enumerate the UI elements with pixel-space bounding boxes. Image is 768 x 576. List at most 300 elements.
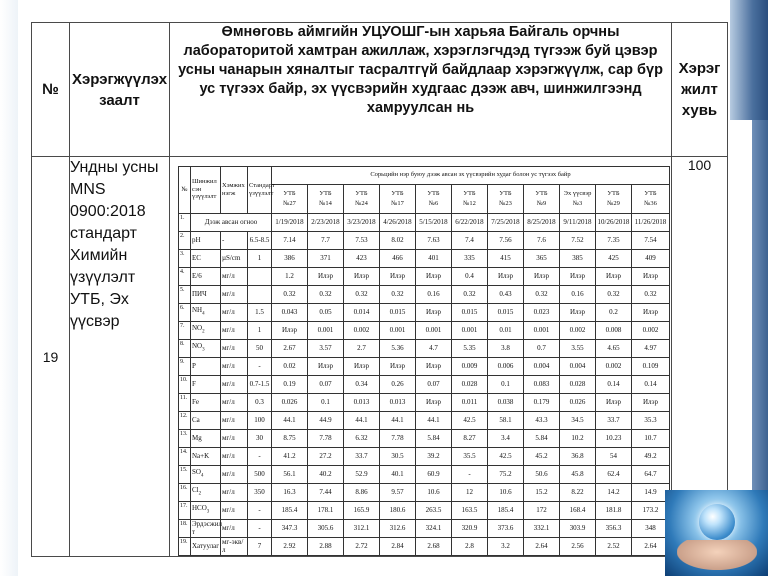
value-cell: 0.32	[344, 285, 380, 303]
row-index: 17.	[179, 501, 191, 519]
value-cell: 347.3	[272, 519, 308, 537]
measurement-row	[179, 267, 670, 285]
value-cell: 0.07	[416, 375, 452, 393]
value-cell: 10.6	[416, 483, 452, 501]
parameter-name	[191, 519, 221, 537]
value-cell: 52.9	[344, 465, 380, 483]
value-cell: 0.1	[308, 393, 344, 411]
value-cell: 0.006	[488, 357, 524, 375]
parameter-name	[191, 483, 221, 501]
parameter-name	[191, 231, 221, 249]
value-cell: 0.013	[344, 393, 380, 411]
value-cell: Илэр	[632, 393, 670, 411]
value-cell: Илэр	[380, 357, 416, 375]
inner-date-row	[179, 213, 670, 231]
standard-cell: -	[248, 501, 272, 519]
measurement-row	[179, 339, 670, 357]
value-cell: 0.028	[452, 375, 488, 393]
value-cell: 7.56	[488, 231, 524, 249]
site-code: №36	[644, 199, 657, 207]
row-index: 4.	[179, 267, 191, 285]
value-cell: 49.2	[632, 447, 670, 465]
value-cell: 40.2	[308, 465, 344, 483]
value-cell: 7.35	[596, 231, 632, 249]
row-index: 16.	[179, 483, 191, 501]
value-cell: 0.34	[344, 375, 380, 393]
value-cell: 4.97	[632, 339, 670, 357]
value-cell: 8.27	[452, 429, 488, 447]
hands-icon	[677, 540, 757, 570]
measurement-row	[179, 357, 670, 375]
value-cell: 0.002	[560, 321, 596, 339]
value-cell: 6.32	[344, 429, 380, 447]
value-cell: 0.004	[524, 357, 560, 375]
value-cell: 0.004	[560, 357, 596, 375]
site-header-9	[560, 184, 596, 213]
header-number: №	[32, 23, 70, 157]
unit-cell: мг/л	[221, 357, 248, 375]
value-cell: 27.2	[308, 447, 344, 465]
value-cell: 0.1	[488, 375, 524, 393]
value-cell: 43.3	[524, 411, 560, 429]
value-cell: 42.5	[452, 411, 488, 429]
value-cell: 0.015	[452, 303, 488, 321]
value-cell: 178.1	[308, 501, 344, 519]
value-cell: 7.54	[632, 231, 670, 249]
site-name: УТБ	[644, 190, 657, 197]
value-cell: 4.7	[416, 339, 452, 357]
site-header-stack	[417, 190, 450, 207]
value-cell: 33.7	[344, 447, 380, 465]
value-cell: 36.8	[560, 447, 596, 465]
site-name: УТБ	[535, 190, 548, 197]
row-measurements-cell	[170, 157, 672, 557]
row-standard-name: Ундны усны MNS 0900:2018 стандарт Химийн үзүүлэлт УТБ, Эх үүсвэр	[70, 157, 170, 557]
row-index: 6.	[179, 303, 191, 321]
value-cell: -	[452, 465, 488, 483]
row-index: 13.	[179, 429, 191, 447]
sample-date-2: 2/23/2018	[308, 213, 344, 231]
value-cell: 0.32	[452, 285, 488, 303]
value-cell: 62.4	[596, 465, 632, 483]
value-cell: 2.56	[560, 537, 596, 555]
row-index: 14.	[179, 447, 191, 465]
value-cell: 0.32	[632, 285, 670, 303]
unit-cell: мг/л	[221, 411, 248, 429]
value-cell: 0.16	[560, 285, 596, 303]
inner-sites-group-header: Сорьцийн нэр буюу дээж авсан эх үүсвэрийн худаг болон ус түгээх байр	[272, 166, 670, 184]
value-cell: 44.9	[308, 411, 344, 429]
value-cell: 7.4	[452, 231, 488, 249]
value-cell: 173.2	[632, 501, 670, 519]
parameter-name	[191, 411, 221, 429]
sample-date-6: 6/22/2018	[452, 213, 488, 231]
value-cell: 0.023	[524, 303, 560, 321]
measurement-row	[179, 321, 670, 339]
unit-cell: мг/л	[221, 375, 248, 393]
row-index: 18.	[179, 519, 191, 537]
value-cell: 2.84	[380, 537, 416, 555]
site-header-11	[632, 184, 670, 213]
value-cell: 42.5	[488, 447, 524, 465]
site-name: УТБ	[391, 190, 404, 197]
value-cell: 7.14	[272, 231, 308, 249]
site-code: №6	[428, 199, 439, 207]
value-cell: 0.001	[416, 321, 452, 339]
row-index: 5.	[179, 285, 191, 303]
standard-cell: 0.7-1.5	[248, 375, 272, 393]
standard-cell: -	[248, 519, 272, 537]
value-cell: 172	[524, 501, 560, 519]
value-cell: 0.028	[560, 375, 596, 393]
site-header-4	[380, 184, 416, 213]
unit-cell: мг/л	[221, 501, 248, 519]
earth-globe-icon	[699, 504, 735, 540]
value-cell: Илэр	[272, 321, 308, 339]
value-cell: 0.26	[380, 375, 416, 393]
value-cell: 0.109	[632, 357, 670, 375]
value-cell: Илэр	[524, 267, 560, 285]
inner-group-header-row	[179, 166, 670, 184]
site-code: №14	[319, 199, 332, 207]
value-cell: Илэр	[416, 357, 452, 375]
value-cell: Илэр	[416, 267, 452, 285]
inner-standard-header: Стандарт үзүүлэлт	[248, 166, 272, 213]
value-cell: Илэр	[344, 267, 380, 285]
header-implementation-clause: Хэрэгжүүлэх заалт	[70, 23, 170, 157]
sample-date-8: 8/25/2018	[524, 213, 560, 231]
report-header-row	[32, 23, 728, 157]
value-cell: 7.63	[416, 231, 452, 249]
value-cell: 5.84	[416, 429, 452, 447]
parameter-symbol: Ca	[192, 416, 200, 424]
water-quality-table	[178, 166, 670, 556]
value-cell: 40.1	[380, 465, 416, 483]
value-cell: 64.7	[632, 465, 670, 483]
value-cell: 1.2	[272, 267, 308, 285]
site-header-1	[272, 184, 308, 213]
value-cell: Илэр	[632, 267, 670, 285]
value-cell: 5.35	[452, 339, 488, 357]
row-completion-percent: 100	[672, 157, 728, 557]
sample-date-5: 5/15/2018	[416, 213, 452, 231]
value-cell: 14.9	[632, 483, 670, 501]
parameter-symbol: Cl	[192, 485, 199, 494]
value-cell: 0.4	[452, 267, 488, 285]
measurement-row	[179, 303, 670, 321]
unit-cell: -	[221, 231, 248, 249]
parameter-symbol: pH	[192, 236, 201, 244]
parameter-name	[191, 501, 221, 519]
value-cell: 2.64	[524, 537, 560, 555]
value-cell: 50.6	[524, 465, 560, 483]
value-cell: 0.011	[452, 393, 488, 411]
value-cell: 2.68	[416, 537, 452, 555]
value-cell: 0.32	[596, 285, 632, 303]
value-cell: 0.32	[308, 285, 344, 303]
value-cell: 44.1	[272, 411, 308, 429]
standard-cell: 30	[248, 429, 272, 447]
unit-cell: мг/л	[221, 429, 248, 447]
measurement-row	[179, 519, 670, 537]
value-cell: 8.02	[380, 231, 416, 249]
site-header-8	[524, 184, 560, 213]
value-cell: 409	[632, 249, 670, 267]
value-cell: Илэр	[488, 267, 524, 285]
value-cell: 0.026	[560, 393, 596, 411]
value-cell: Илэр	[560, 303, 596, 321]
row-index: 2.	[179, 231, 191, 249]
measurement-row	[179, 231, 670, 249]
value-cell: 185.4	[488, 501, 524, 519]
value-cell: 0.05	[308, 303, 344, 321]
value-cell: 2.88	[308, 537, 344, 555]
value-cell: 45.2	[524, 447, 560, 465]
site-name: УТБ	[283, 190, 296, 197]
value-cell: 2.52	[596, 537, 632, 555]
header-completion-percent: Хэрэг жилт хувь	[672, 23, 728, 157]
site-name: УТБ	[499, 190, 512, 197]
site-code: №12	[463, 199, 476, 207]
site-name: УТБ	[427, 190, 440, 197]
value-cell: 44.1	[380, 411, 416, 429]
value-cell: 7.44	[308, 483, 344, 501]
value-cell: 7.52	[560, 231, 596, 249]
value-cell: 2.8	[452, 537, 488, 555]
value-cell: 0.01	[488, 321, 524, 339]
parameter-name	[191, 339, 221, 357]
row-index: 11.	[179, 393, 191, 411]
value-cell: 2.7	[344, 339, 380, 357]
value-cell: 44.1	[416, 411, 452, 429]
header-activity-description: Өмнөговь аймгийн УЦУОШГ-ын харьяа Байгаль орчны лабораторитой хамтран ажиллаж, хэрэглэгчдэд түгээж буй цэвэр усны чанарын хяналтыг тасралтгүй байдлаар хэрэгжүүлж, сар бүр ус түгээх байр, эх үүсвэрийн худгаас дээж авч, шинжилгээнд хамруулсан нь	[170, 23, 672, 157]
sample-date-10: 10/26/2018	[596, 213, 632, 231]
value-cell: 41.2	[272, 447, 308, 465]
measurement-row	[179, 537, 670, 555]
value-cell: 0.008	[596, 321, 632, 339]
parameter-name	[191, 537, 221, 555]
value-cell: Илэр	[632, 303, 670, 321]
measurement-row	[179, 393, 670, 411]
parameter-name	[191, 321, 221, 339]
row-number: 19	[32, 157, 70, 557]
unit-cell: мг/л	[221, 393, 248, 411]
standard-cell	[248, 285, 272, 303]
site-header-stack	[453, 190, 486, 207]
value-cell: 7.78	[380, 429, 416, 447]
parameter-name	[191, 285, 221, 303]
site-code: №24	[355, 199, 368, 207]
value-cell: 0.07	[308, 375, 344, 393]
value-cell: 7.78	[308, 429, 344, 447]
measurement-row	[179, 249, 670, 267]
value-cell: 332.1	[524, 519, 560, 537]
standard-cell: 6.5-8.5	[248, 231, 272, 249]
site-header-stack	[309, 190, 342, 207]
measurement-row	[179, 429, 670, 447]
row-index: 7.	[179, 321, 191, 339]
unit-cell: мг/л	[221, 447, 248, 465]
unit-cell: мг/л	[221, 285, 248, 303]
unit-cell: µS/cm	[221, 249, 248, 267]
parameter-symbol: EC	[192, 254, 201, 262]
value-cell: 0.7	[524, 339, 560, 357]
value-cell: 3.8	[488, 339, 524, 357]
value-cell: 15.2	[524, 483, 560, 501]
value-cell: 60.9	[416, 465, 452, 483]
report-data-row	[32, 157, 728, 557]
parameter-symbol: NO	[192, 341, 203, 350]
value-cell: 0.038	[488, 393, 524, 411]
value-cell: 4.65	[596, 339, 632, 357]
site-code: №3	[572, 199, 583, 207]
value-cell: 0.014	[344, 303, 380, 321]
parameter-symbol: P	[192, 362, 196, 370]
row-index: 10.	[179, 375, 191, 393]
site-name: УТБ	[355, 190, 368, 197]
row-index: 15.	[179, 465, 191, 483]
value-cell: 7.7	[308, 231, 344, 249]
value-cell: 303.9	[560, 519, 596, 537]
value-cell: 425	[596, 249, 632, 267]
value-cell: 0.001	[308, 321, 344, 339]
value-cell: 5.84	[524, 429, 560, 447]
value-cell: 163.5	[452, 501, 488, 519]
value-cell: Илэр	[596, 393, 632, 411]
standard-cell: 350	[248, 483, 272, 501]
report-table	[31, 22, 728, 557]
value-cell: 365	[524, 249, 560, 267]
parameter-symbol: F	[192, 380, 196, 388]
value-cell: 58.1	[488, 411, 524, 429]
value-cell: 0.043	[272, 303, 308, 321]
value-cell: 320.9	[452, 519, 488, 537]
value-cell: 0.16	[416, 285, 452, 303]
parameter-subscript: 4	[202, 311, 205, 317]
parameter-name	[191, 303, 221, 321]
row-index: 12.	[179, 411, 191, 429]
inner-index-header: №	[179, 166, 191, 213]
value-cell: 0.14	[596, 375, 632, 393]
value-cell: Илэр	[416, 303, 452, 321]
value-cell: 0.32	[380, 285, 416, 303]
value-cell: 168.4	[560, 501, 596, 519]
value-cell: 373.6	[488, 519, 524, 537]
measurement-row	[179, 465, 670, 483]
value-cell: 2.72	[344, 537, 380, 555]
value-cell: 0.32	[524, 285, 560, 303]
value-cell: 33.7	[596, 411, 632, 429]
value-cell: Илэр	[308, 267, 344, 285]
value-cell: 0.14	[632, 375, 670, 393]
value-cell: 305.6	[308, 519, 344, 537]
value-cell: 0.2	[596, 303, 632, 321]
standard-cell: -	[248, 357, 272, 375]
parameter-subscript: 3	[202, 347, 205, 353]
sample-date-11: 11/26/2018	[632, 213, 670, 231]
value-cell: 10.2	[560, 429, 596, 447]
value-cell: 324.1	[416, 519, 452, 537]
parameter-symbol: Mg	[192, 434, 202, 442]
site-header-stack	[633, 190, 668, 207]
value-cell: Илэр	[596, 267, 632, 285]
value-cell: 12	[452, 483, 488, 501]
parameter-name	[191, 357, 221, 375]
site-header-stack	[381, 190, 414, 207]
site-name: УТБ	[607, 190, 620, 197]
value-cell: 0.001	[524, 321, 560, 339]
row-index: 9.	[179, 357, 191, 375]
value-cell: 180.6	[380, 501, 416, 519]
value-cell: 385	[560, 249, 596, 267]
unit-cell: мг/л	[221, 483, 248, 501]
unit-cell: мг/л	[221, 339, 248, 357]
value-cell: 14.2	[596, 483, 632, 501]
value-cell: 386	[272, 249, 308, 267]
standard-cell	[248, 267, 272, 285]
value-cell: 348	[632, 519, 670, 537]
value-cell: 8.75	[272, 429, 308, 447]
slide-stripe-decoration	[752, 120, 768, 490]
value-cell: 7.53	[344, 231, 380, 249]
site-name: УТБ	[463, 190, 476, 197]
value-cell: 16.3	[272, 483, 308, 501]
value-cell: 423	[344, 249, 380, 267]
site-code: №17	[391, 199, 404, 207]
parameter-subscript: 3	[206, 509, 210, 515]
value-cell: 0.015	[380, 303, 416, 321]
site-header-5	[416, 184, 452, 213]
value-cell: 466	[380, 249, 416, 267]
value-cell: 356.3	[596, 519, 632, 537]
value-cell: 0.002	[596, 357, 632, 375]
value-cell: 54	[596, 447, 632, 465]
site-header-stack	[525, 190, 558, 207]
site-header-stack	[561, 190, 594, 207]
site-name: УТБ	[319, 190, 332, 197]
parameter-name	[191, 429, 221, 447]
measurement-row	[179, 483, 670, 501]
standard-cell: 0.3	[248, 393, 272, 411]
value-cell: 44.1	[344, 411, 380, 429]
inner-date-label: Дээж авсан огноо	[191, 213, 272, 231]
value-cell: 0.43	[488, 285, 524, 303]
value-cell: 165.9	[344, 501, 380, 519]
unit-cell: мг/л	[221, 465, 248, 483]
value-cell: 2.67	[272, 339, 308, 357]
value-cell: 9.57	[380, 483, 416, 501]
parameter-symbol: Эрдэсжил т	[192, 520, 222, 536]
site-header-stack	[273, 190, 306, 207]
sample-date-3: 3/23/2018	[344, 213, 380, 231]
unit-cell: мг/л	[221, 303, 248, 321]
value-cell: 8.22	[560, 483, 596, 501]
site-code: №27	[283, 199, 296, 207]
unit-cell: мг-экв/л	[221, 537, 248, 555]
measurement-row	[179, 447, 670, 465]
parameter-name	[191, 447, 221, 465]
value-cell: 0.32	[272, 285, 308, 303]
value-cell: Илэр	[308, 357, 344, 375]
row-index: 19.	[179, 537, 191, 555]
value-cell: 185.4	[272, 501, 308, 519]
site-header-7	[488, 184, 524, 213]
value-cell: 312.1	[344, 519, 380, 537]
value-cell: 0.009	[452, 357, 488, 375]
value-cell: Илэр	[344, 357, 380, 375]
value-cell: 401	[416, 249, 452, 267]
row-index: 8.	[179, 339, 191, 357]
